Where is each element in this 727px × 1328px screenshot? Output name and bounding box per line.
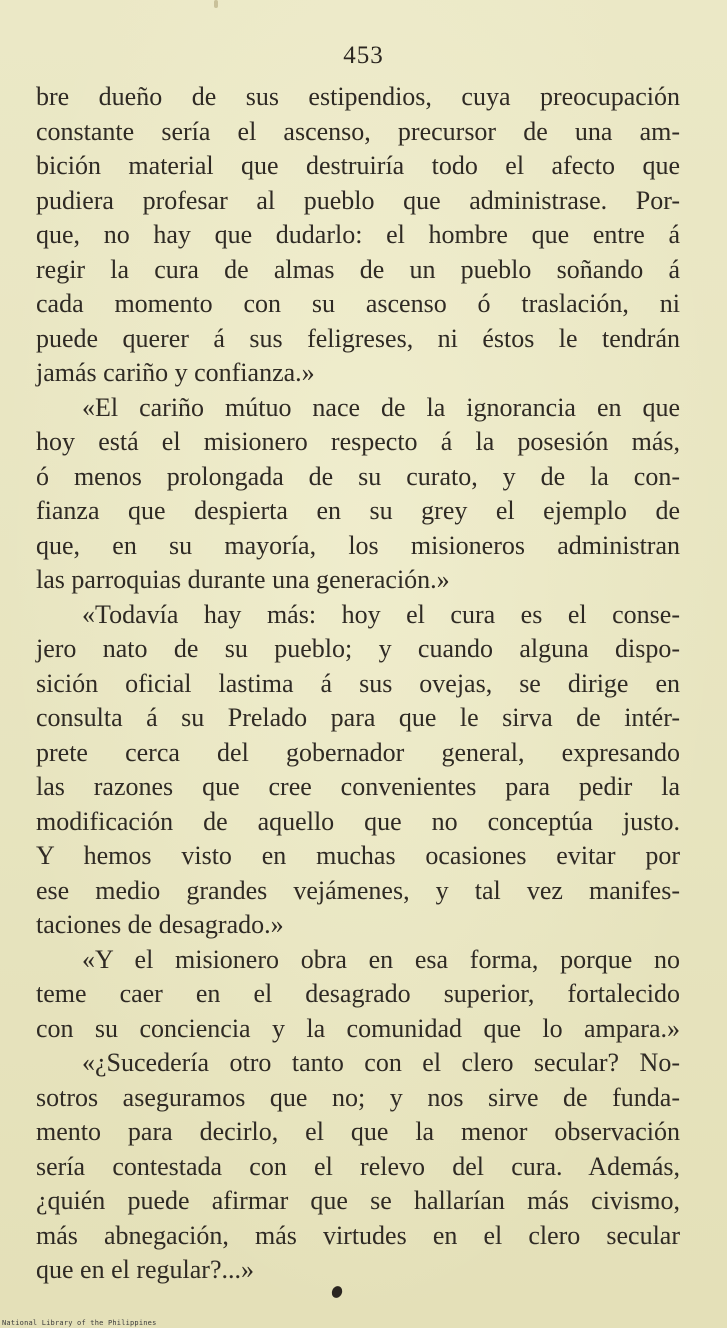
- text-line: «Todavía hay más: hoy el cura es el conse-: [82, 599, 680, 629]
- text-line: las parroquias durante una generación.»: [36, 565, 450, 594]
- text-line: cada momento con su ascenso ó traslación, ni: [36, 289, 680, 318]
- text-line: jero nato de su pueblo; y cuando alguna dispo-: [36, 634, 680, 663]
- text-line: consulta á su Prelado para que le sirva de intér-: [36, 703, 680, 732]
- text-line: regir la cura de almas de un pueblo soñando á: [36, 254, 680, 284]
- text-line: las razones que cree convenientes para pedir la: [36, 772, 680, 801]
- page-number: 453: [343, 42, 384, 69]
- text-line: más abnegación, más virtudes en el clero secular: [36, 1220, 680, 1250]
- text-line: sición oficial lastima á sus ovejas, se dirige en: [36, 668, 680, 698]
- text-line: prete cerca del gobernador general, expresando: [36, 737, 680, 767]
- paper-speck: [214, 0, 218, 8]
- text-line: jamás cariño y confianza.»: [36, 358, 315, 387]
- text-line: que en el regular?...»: [36, 1255, 255, 1284]
- text-line: pudiera profesar al pueblo que administrase. Por-: [36, 185, 680, 215]
- text-line: bre dueño de sus estipendios, cuya preocupación: [36, 82, 680, 111]
- text-line: «¿Sucedería otro tanto con el clero secular? No-: [82, 1048, 680, 1077]
- text-line: ó menos prolongada de su curato, y de la con-: [36, 461, 680, 491]
- footer-credit: National Library of the Philippines: [2, 1319, 157, 1327]
- text-line: sería contestada con el relevo del cura. Además,: [36, 1151, 680, 1181]
- text-line: bición material que destruiría todo el afecto que: [36, 151, 680, 180]
- text-line: teme caer en el desagrado superior, fortalecido: [36, 979, 680, 1008]
- text-line: ese medio grandes vejámenes, y tal vez manifes-: [36, 875, 680, 905]
- text-line: Y hemos visto en muchas ocasiones evitar por: [36, 841, 680, 870]
- text-line: fianza que despierta en su grey el ejemplo de: [36, 496, 680, 525]
- text-line: que, en su mayoría, los misioneros administran: [36, 530, 680, 560]
- text-line: con su conciencia y la comunidad que lo ampara.»: [36, 1013, 680, 1043]
- text-line: «El cariño mútuo nace de la ignorancia en que: [82, 392, 680, 422]
- text-line: taciones de desagrado.»: [36, 910, 284, 939]
- text-line: puede querer á sus feligreses, ni éstos le tendrán: [36, 323, 680, 353]
- text-line: mento para decirlo, el que la menor observación: [36, 1117, 680, 1146]
- text-line: constante sería el ascenso, precursor de una am-: [36, 116, 680, 146]
- text-line: sotros aseguramos que no; y nos sirve de funda-: [36, 1082, 680, 1112]
- body-text: [36, 80, 680, 1288]
- text-line: ¿quién puede afirmar que se hallarían más civismo,: [36, 1186, 680, 1215]
- text-line: hoy está el misionero respecto á la posesión más,: [36, 427, 680, 456]
- text-line: modificación de aquello que no conceptúa justo.: [36, 806, 680, 836]
- text-line: que, no hay que dudarlo: el hombre que entre á: [36, 220, 680, 249]
- text-line: «Y el misionero obra en esa forma, porque no: [82, 944, 680, 974]
